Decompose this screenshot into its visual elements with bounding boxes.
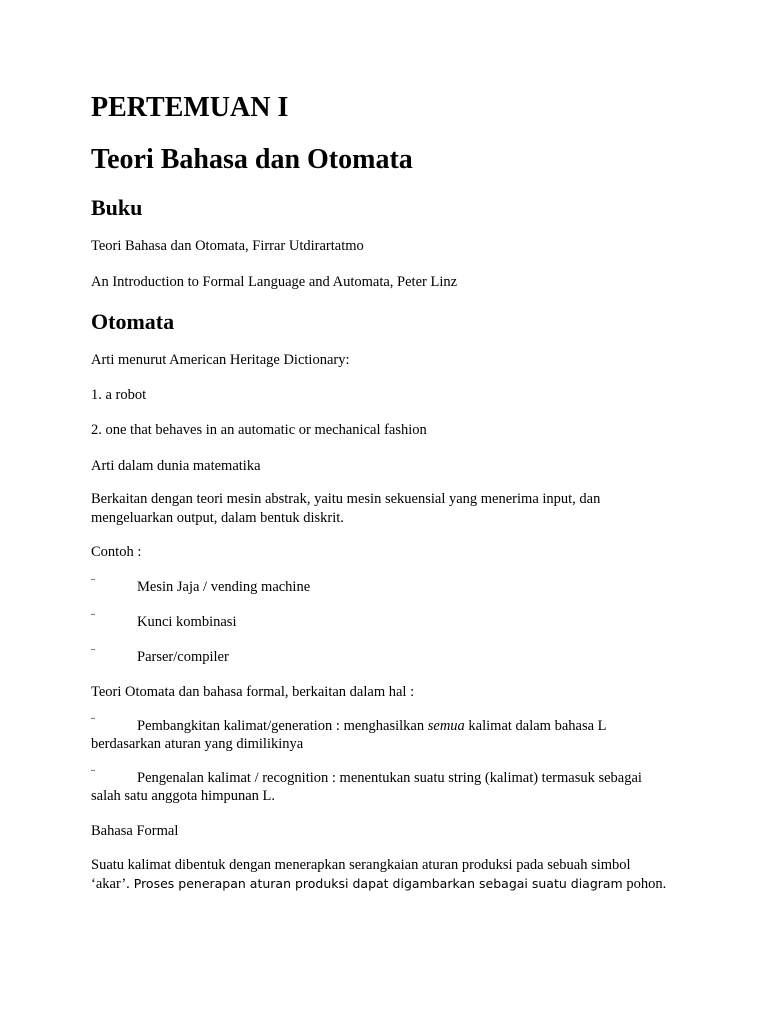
- generation-line-2: berdasarkan aturan yang dimilikinya: [91, 736, 304, 752]
- bahasa-formal-line-1: Suatu kalimat dibentuk dengan menerapkan serangkaian aturan produksi pada sebuah simbol: [91, 857, 631, 873]
- title-pertemuan: PERTEMUAN I: [91, 92, 289, 123]
- berkaitan-line-1: Berkaitan dengan teori mesin abstrak, yaitu mesin sekuensial yang menerima input, dan: [91, 491, 601, 507]
- book-2: An Introduction to Formal Language and Automata, Peter Linz: [91, 274, 458, 290]
- heading-otomata: Otomata: [91, 309, 175, 334]
- bullet-icon: ¨: [91, 645, 95, 659]
- berkaitan-line-2: mengeluarkan output, dalam bentuk diskrit.: [91, 510, 344, 526]
- bullet-icon: ¨: [91, 766, 95, 780]
- contoh-label: Contoh :: [91, 544, 142, 560]
- generation-text-before: Pembangkitan kalimat/generation : menghasilkan: [137, 718, 428, 734]
- bahasa-formal-end: pohon.: [622, 876, 667, 892]
- recognition-line-2: salah satu anggota himpunan L.: [91, 788, 276, 804]
- akar-quote: ‘akar’.: [91, 876, 130, 892]
- bullet-icon: ¨: [91, 610, 95, 624]
- teori-formal-intro: Teori Otomata dan bahasa formal, berkaitan dalam hal :: [91, 684, 415, 700]
- definition-2: 2. one that behaves in an automatic or mechanical fashion: [91, 422, 427, 438]
- recognition-line-1: Pengenalan kalimat / recognition : menentukan suatu string (kalimat) termasuk sebagai: [137, 770, 642, 786]
- bahasa-formal-label: Bahasa Formal: [91, 823, 179, 839]
- contoh-item-parser: Parser/compiler: [137, 649, 229, 665]
- contoh-item-kunci: Kunci kombinasi: [137, 614, 237, 630]
- bahasa-formal-line-2: [91, 875, 666, 893]
- arti-ahd: Arti menurut American Heritage Dictionary:: [91, 352, 350, 368]
- arti-matematika: Arti dalam dunia matematika: [91, 458, 261, 474]
- heading-buku: Buku: [91, 195, 143, 220]
- definition-1: 1. a robot: [91, 387, 147, 403]
- generation-emphasis: semua: [427, 718, 465, 734]
- bullet-icon: ¨: [91, 714, 95, 728]
- book-1: Teori Bahasa dan Otomata, Firrar Utdirartatmo: [91, 238, 364, 254]
- contoh-item-vending: Mesin Jaja / vending machine: [137, 579, 311, 595]
- bullet-icon: ¨: [91, 575, 95, 589]
- bahasa-formal-sans-run: Proses penerapan aturan produksi dapat digambarkan sebagai suatu diagram: [129, 876, 623, 891]
- generation-text-after: kalimat dalam bahasa L: [464, 718, 607, 734]
- title-teori-bahasa: Teori Bahasa dan Otomata: [91, 144, 413, 175]
- generation-line-1: [137, 717, 607, 735]
